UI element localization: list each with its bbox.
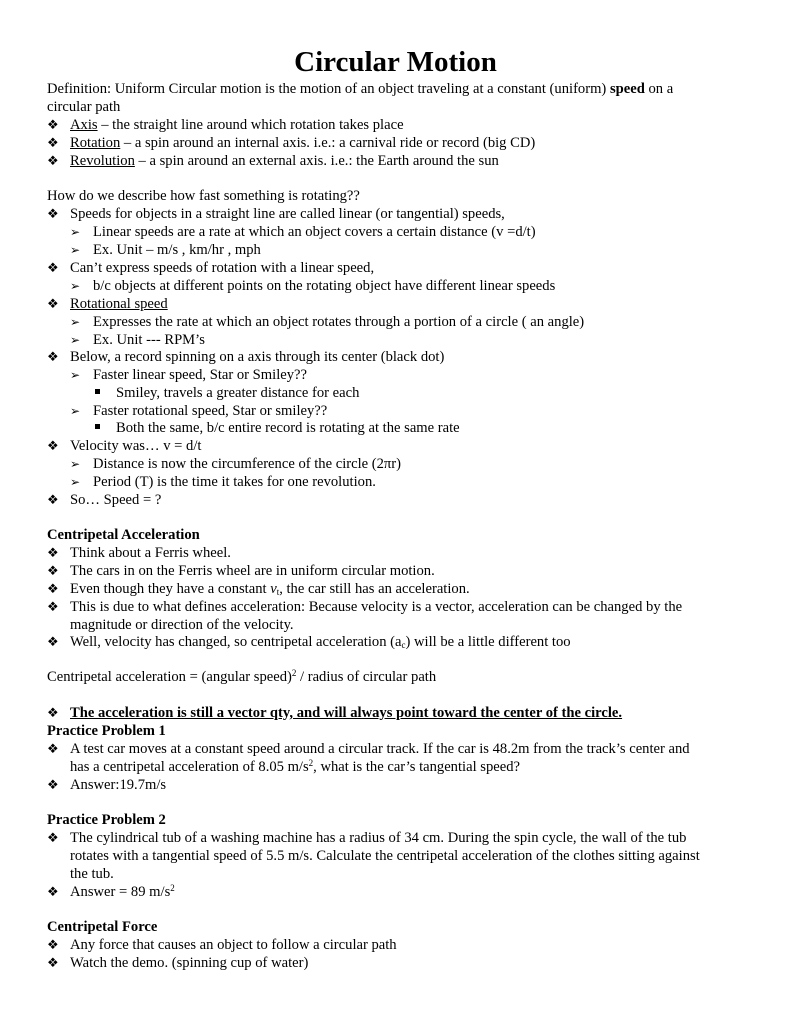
diamond-bullet-icon: ❖	[47, 260, 59, 275]
arrow-bullet-icon: ➢	[70, 225, 81, 239]
square-bullet-icon	[95, 384, 100, 402]
rotating-question: How do we describe how fast something is rotating??	[47, 188, 360, 204]
definition-text-end: on a	[644, 81, 674, 97]
list-item-continuation: the tub.	[70, 866, 114, 882]
list-item: Can’t express speeds of rotation with a linear speed,	[70, 260, 375, 276]
arrow-bullet-icon: ➢	[70, 475, 81, 489]
diamond-bullet-icon: ❖	[47, 955, 59, 970]
list-item: Below, a record spinning on a axis through its center (black dot)	[70, 349, 445, 365]
list-item: Smiley, travels a greater distance for each	[116, 385, 360, 401]
section-heading: Practice Problem 2	[47, 812, 166, 828]
section-heading: Practice Problem 1	[47, 723, 166, 739]
list-item: Think about a Ferris wheel.	[70, 545, 231, 561]
term-revolution-label: Revolution	[70, 153, 135, 169]
superscript: 2	[170, 883, 175, 893]
term-axis-label: Axis	[70, 117, 98, 133]
text-segment: / radius of circular path	[296, 669, 437, 685]
list-item	[70, 633, 571, 651]
diamond-bullet-icon: ❖	[47, 599, 59, 614]
list-item: Ex. Unit --- RPM’s	[93, 332, 205, 348]
text-segment: ) will be a little different too	[405, 634, 571, 650]
list-item-continuation: magnitude or direction of the velocity.	[70, 617, 294, 633]
diamond-bullet-icon: ❖	[47, 153, 59, 168]
term-rotation-text: – a spin around an internal axis. i.e.: a carnival ride or record (big CD)	[120, 135, 536, 151]
list-item: Distance is now the circumference of the circle (2πr)	[93, 456, 402, 472]
list-item: A test car moves at a constant speed around a circular track. If the car is 48.2m from the track’s center and	[70, 741, 690, 757]
arrow-bullet-icon: ➢	[70, 279, 81, 293]
term-revolution-text: – a spin around an external axis. i.e.: the Earth around the sun	[134, 153, 499, 169]
variable-v: v	[270, 581, 277, 597]
list-item: Watch the demo. (spinning cup of water)	[70, 955, 309, 971]
subscript-t: t	[276, 587, 280, 597]
section-heading: Centripetal Acceleration	[47, 527, 200, 543]
answer	[70, 883, 175, 901]
list-item: Rotational speed	[70, 296, 168, 312]
diamond-bullet-icon: ❖	[47, 741, 59, 756]
definition-keyword: speed	[609, 81, 645, 97]
list-item-continuation	[70, 758, 520, 776]
diamond-bullet-icon: ❖	[47, 937, 59, 952]
text-segment: Well, velocity has changed, so centripetal acceleration (a	[70, 634, 402, 650]
diamond-bullet-icon: ❖	[47, 438, 59, 453]
text-segment: , the car still has an acceleration.	[279, 581, 470, 597]
diamond-bullet-icon: ❖	[47, 135, 59, 150]
acceleration-formula	[47, 668, 436, 686]
list-item: Both the same, b/c entire record is rotating at the same rate	[116, 420, 460, 436]
list-item: Ex. Unit – m/s , km/hr , mph	[93, 242, 261, 258]
diamond-bullet-icon: ❖	[47, 705, 59, 720]
arrow-bullet-icon: ➢	[70, 315, 81, 329]
list-item: Faster rotational speed, Star or smiley??	[93, 403, 328, 419]
list-item: b/c objects at different points on the rotating object have different linear speeds	[93, 278, 556, 294]
diamond-bullet-icon: ❖	[47, 581, 59, 596]
list-item: Linear speeds are a rate at which an object covers a certain distance (v =d/t)	[93, 224, 536, 240]
list-item: This is due to what defines acceleration: Because velocity is a vector, acceleration can be changed by the	[70, 599, 683, 615]
term-axis	[70, 116, 404, 134]
list-item: The cars in on the Ferris wheel are in uniform circular motion.	[70, 563, 435, 579]
list-item: Velocity was… v = d/t	[70, 438, 202, 454]
diamond-bullet-icon: ❖	[47, 492, 59, 507]
list-item: Speeds for objects in a straight line are called linear (or tangential) speeds,	[70, 206, 505, 222]
diamond-bullet-icon: ❖	[47, 545, 59, 560]
arrow-bullet-icon: ➢	[70, 243, 81, 257]
list-item: Any force that causes an object to follow a circular path	[70, 937, 397, 953]
list-item: Faster linear speed, Star or Smiley??	[93, 367, 307, 383]
list-item-continuation: rotates with a tangential speed of 5.5 m/s. Calculate the centripetal acceleration of the clothes sitting against	[70, 848, 700, 864]
arrow-bullet-icon: ➢	[70, 457, 81, 471]
term-revolution	[70, 152, 499, 170]
text-segment: Answer = 89 m/s	[70, 884, 171, 900]
term-rotation-label: Rotation	[70, 135, 121, 151]
superscript: 2	[308, 758, 314, 768]
diamond-bullet-icon: ❖	[47, 206, 59, 221]
diamond-bullet-icon: ❖	[47, 349, 59, 364]
list-item	[70, 580, 470, 598]
list-item: Period (T) is the time it takes for one revolution.	[93, 474, 376, 490]
diamond-bullet-icon: ❖	[47, 884, 59, 899]
text-segment: has a centripetal acceleration of 8.05 m/s	[70, 759, 309, 775]
arrow-bullet-icon: ➢	[70, 404, 81, 418]
diamond-bullet-icon: ❖	[47, 777, 59, 792]
list-item: Expresses the rate at which an object rotates through a portion of a circle ( an angle)	[93, 314, 585, 330]
superscript: 2	[291, 668, 297, 678]
list-item: The cylindrical tub of a washing machine has a radius of 34 cm. During the spin cycle, the wall of the tub	[70, 830, 687, 846]
arrow-bullet-icon: ➢	[70, 368, 81, 382]
text-segment: Centripetal acceleration = (angular speed)	[47, 669, 292, 685]
term-axis-text: – the straight line around which rotation takes place	[97, 117, 404, 133]
diamond-bullet-icon: ❖	[47, 563, 59, 578]
section-heading: Centripetal Force	[47, 919, 158, 935]
term-rotation	[70, 134, 535, 152]
list-item: So… Speed = ?	[70, 492, 162, 508]
definition-text: Definition: Uniform Circular motion is the motion of an object traveling at a constant (uniform)	[47, 81, 610, 97]
emphasis-note: The acceleration is still a vector qty, and will always point toward the center of the circle.	[70, 705, 623, 721]
text-segment: Even though they have a constant	[70, 581, 271, 597]
definition-line-1	[47, 80, 673, 98]
square-bullet-icon	[95, 419, 100, 437]
arrow-bullet-icon: ➢	[70, 333, 81, 347]
diamond-bullet-icon: ❖	[47, 296, 59, 311]
diamond-bullet-icon: ❖	[47, 634, 59, 649]
text-segment: , what is the car’s tangential speed?	[313, 759, 520, 775]
diamond-bullet-icon: ❖	[47, 117, 59, 132]
page-title: Circular Motion	[294, 46, 497, 78]
answer: Answer:19.7m/s	[70, 777, 167, 793]
diamond-bullet-icon: ❖	[47, 830, 59, 845]
subscript-c: c	[401, 640, 406, 650]
definition-line-2: circular path	[47, 99, 121, 115]
